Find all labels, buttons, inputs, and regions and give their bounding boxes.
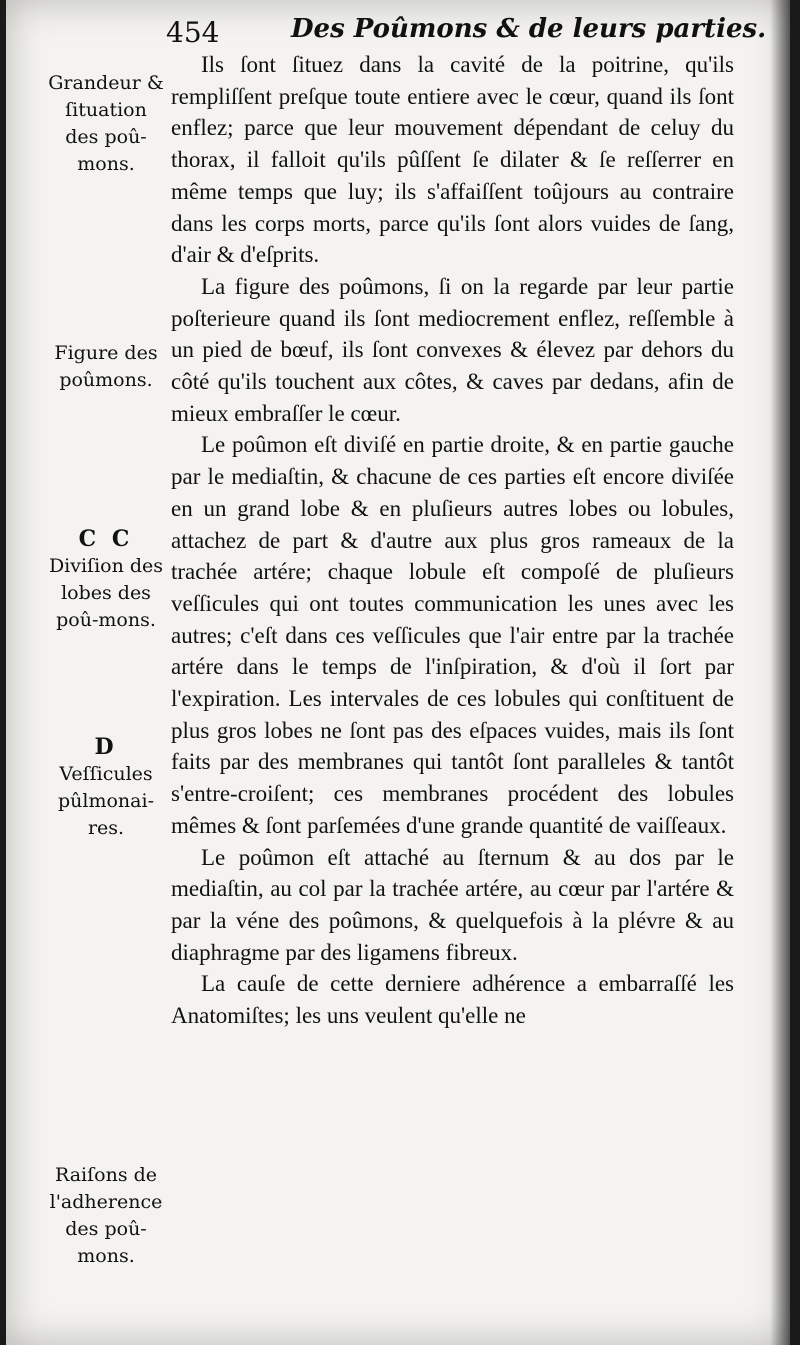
margin-note-figure: Figure des poûmons. [54, 342, 158, 391]
margin-ref-cc: C C [78, 526, 134, 552]
margin-note-grandeur: Grandeur & ſituation des poû-mons. [48, 72, 164, 175]
paragraph-division: Le poûmon eſt diviſé en partie droite, & en partie gauche par le mediaſtin, & chacune de ces parties eſt encore diviſée en un grand lobe & en pluſieurs autres lobes ou lobules, attachez de part & d'autre aux plus gros rameaux de la trachée artére; chaque lobule eſt compoſé de pluſieurs veſſicules qui ont toutes communication les unes avec les autres; c'eſt dans ces veſſicules que l'air entre par la trachée artére dans le temps de l'inſpiration, & d'où il ſort par l'expiration. Les intervales de ces lobules qui conſtituent de plus gros lobes ne ſont pas des eſpaces vuides, mais ils ſont faits par des membranes qui tantôt ſont paralleles & tantôt s'entre-croiſent; ces membranes procédent des lobules mêmes & ſont parſemées d'une grande quantité de vaiſſeaux. [171, 432, 734, 838]
page-number: 454 [166, 16, 220, 49]
book-page [6, 0, 790, 1345]
margin-note-vessicules-block [46, 734, 166, 842]
margin-note-division: Diviſion des lobes des poû-mons. [48, 555, 164, 631]
margin-note-vessicules: Veſſicules pûlmonai-res. [58, 763, 154, 839]
page-edge-shadow [770, 0, 790, 1345]
margin-note-raisons: Raiſons de l'adherence des poû-mons. [49, 1164, 163, 1267]
paragraph-attache: Le poûmon eſt attaché au ſternum & au dos par le mediaſtin, au col par la trachée artére, au cœur par l'artére & par la véne des poûmons, & quelquefois à la plévre & au diaphragme par des ligamens fibreux. [171, 844, 734, 965]
paragraph-adherence: La cauſe de cette derniere adhérence a embarraſſé les Anatomiſtes; les uns veulent qu'elle ne [171, 971, 734, 1029]
body-text [171, 49, 734, 1032]
margin-note-division-block [46, 526, 166, 634]
margin-ref-d: D [94, 734, 118, 760]
running-title: Des Poûmons & de leurs parties. [291, 14, 767, 44]
paragraph-figure: La figure des poûmons, ſi on la regarde par leur partie poſterieure quand ils ſont mediocrement enflez, reſſemble à un pied de bœuf, ils ſont convexes & élevez par dehors du côté qu'ils touchent aux côtes, & caves par dedans, afin de mieux embraſſer le cœur. [171, 273, 734, 426]
paragraph-situation: Ils ſont ſituez dans la cavité de la poitrine, qu'ils rempliſſent preſque toute entiere avec le cœur, quand ils ſont enflez; parce que leur mouvement dépendant de celuy du thorax, il falloit qu'ils pûſſent ſe dilater & ſe reſſerrer en même temps que luy; ils s'affaiſſent toûjours au contraire dans les corps morts, parce qu'ils ſont alors vuides de ſang, d'air & d'eſprits. [171, 52, 734, 268]
